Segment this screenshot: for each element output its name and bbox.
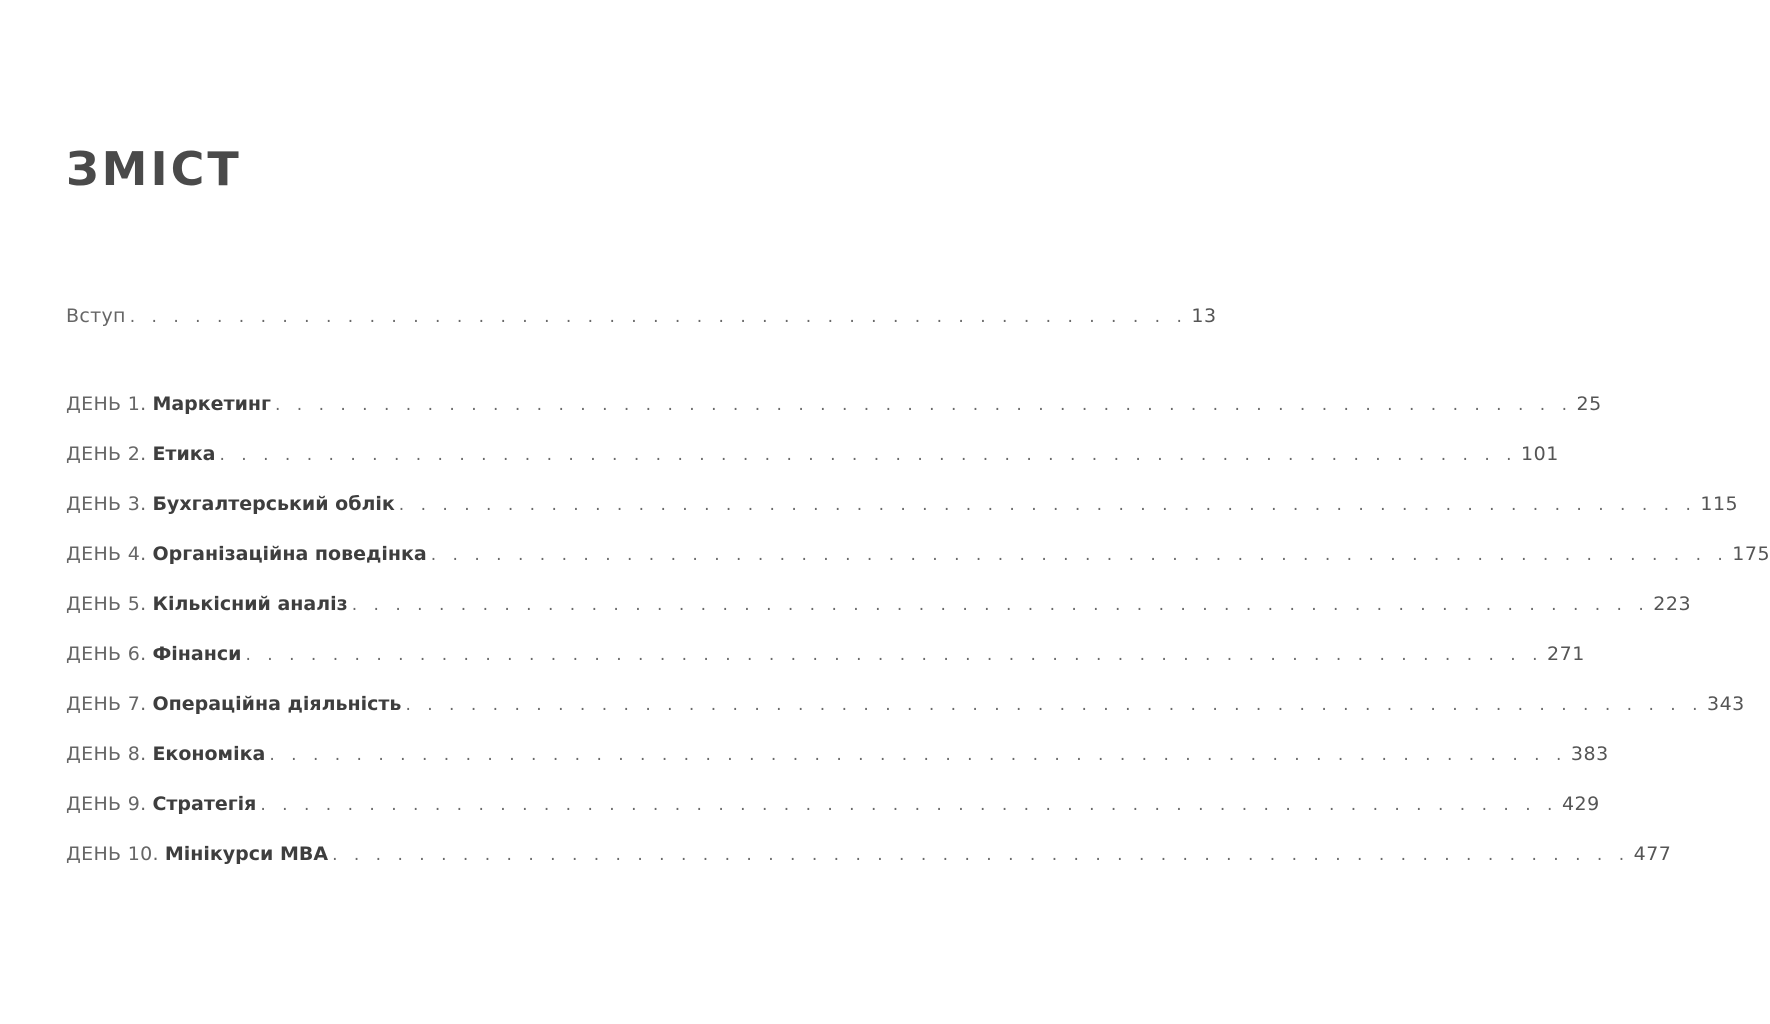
toc-entry-title: Етика bbox=[152, 443, 216, 465]
toc-page-number: 25 bbox=[1576, 393, 1602, 415]
toc-page-number: 223 bbox=[1653, 593, 1692, 615]
leader-dots: . . . . . . . . . . . . . . . . . . . . . . . . . . . . . . . . . . . . . . . . . . . . . . . . . . . . . . . . . . . . bbox=[398, 495, 1697, 515]
toc-entry-day: ДЕНЬ 6. bbox=[66, 643, 147, 665]
toc-entry-title: Організаційна поведінка bbox=[152, 543, 427, 565]
toc-entry-day: ДЕНЬ 5. bbox=[66, 593, 147, 615]
toc-entry-day: ДЕНЬ 1. bbox=[66, 393, 147, 415]
leader-dots: . . . . . . . . . . . . . . . . . . . . . . . . . . . . . . . . . . . . . . . . . . . . . . . . . . . . . . . . . . . . bbox=[430, 545, 1729, 565]
leader-dots: . . . . . . . . . . . . . . . . . . . . . . . . . . . . . . . . . . . . . . . . . . . . . . . . . . . . . . . . . . . . bbox=[269, 745, 1567, 765]
toc-entry[interactable] bbox=[66, 643, 1585, 673]
leader-dots: . . . . . . . . . . . . . . . . . . . . . . . . . . . . . . . . . . . . . . . . . . . . . . . . . bbox=[129, 307, 1188, 327]
toc-page-number: 477 bbox=[1633, 843, 1672, 865]
leader-dots: . . . . . . . . . . . . . . . . . . . . . . . . . . . . . . . . . . . . . . . . . . . . . . . . . . . . . . . . . . . . bbox=[260, 795, 1558, 815]
toc-entry-title: Маркетинг bbox=[152, 393, 271, 415]
toc-entry-title: Фінанси bbox=[152, 643, 242, 665]
toc-entry-title: Бухгалтерський облік bbox=[152, 493, 395, 515]
toc-entry-intro[interactable] bbox=[66, 305, 1217, 335]
toc-entry[interactable] bbox=[66, 593, 1692, 623]
toc-entry[interactable] bbox=[66, 443, 1559, 473]
toc-entry-title: Стратегія bbox=[152, 793, 257, 815]
toc-page-number: 383 bbox=[1570, 743, 1609, 765]
toc-entry[interactable] bbox=[66, 743, 1609, 773]
toc-entry-title: Мінікурси MBA bbox=[164, 843, 329, 865]
toc-entry[interactable] bbox=[66, 843, 1672, 873]
toc-page-number: 115 bbox=[1700, 493, 1739, 515]
leader-dots: . . . . . . . . . . . . . . . . . . . . . . . . . . . . . . . . . . . . . . . . . . . . . . . . . . . . . . . . . . . . bbox=[351, 595, 1650, 615]
toc-entry-day: ДЕНЬ 3. bbox=[66, 493, 147, 515]
toc-page-number: 13 bbox=[1191, 305, 1217, 327]
leader-dots: . . . . . . . . . . . . . . . . . . . . . . . . . . . . . . . . . . . . . . . . . . . . . . . . . . . . . . . . . . . . bbox=[274, 395, 1573, 415]
toc-entry-title: Операційна діяльність bbox=[152, 693, 402, 715]
toc-entry[interactable] bbox=[66, 543, 1770, 573]
toc-entry[interactable] bbox=[66, 393, 1602, 423]
leader-dots: . . . . . . . . . . . . . . . . . . . . . . . . . . . . . . . . . . . . . . . . . . . . . . . . . . . . . . . . . . . . bbox=[245, 645, 1544, 665]
toc-entry-day: ДЕНЬ 10. bbox=[66, 843, 159, 865]
toc-entry-day: ДЕНЬ 4. bbox=[66, 543, 147, 565]
leader-dots: . . . . . . . . . . . . . . . . . . . . . . . . . . . . . . . . . . . . . . . . . . . . . . . . . . . . . . . . . . . . bbox=[332, 845, 1630, 865]
toc-entry-title: Кількісний аналіз bbox=[152, 593, 348, 615]
leader-dots: . . . . . . . . . . . . . . . . . . . . . . . . . . . . . . . . . . . . . . . . . . . . . . . . . . . . . . . . . . . . bbox=[405, 695, 1703, 715]
toc-entry-title: Економіка bbox=[152, 743, 266, 765]
toc-page-number: 175 bbox=[1732, 543, 1770, 565]
toc-entry-day: ДЕНЬ 8. bbox=[66, 743, 147, 765]
leader-dots: . . . . . . . . . . . . . . . . . . . . . . . . . . . . . . . . . . . . . . . . . . . . . . . . . . . . . . . . . . . . bbox=[219, 445, 1518, 465]
toc-entry-day: ДЕНЬ 2. bbox=[66, 443, 147, 465]
toc-page-number: 343 bbox=[1707, 693, 1745, 715]
toc-page-number: 429 bbox=[1561, 793, 1600, 815]
toc-entry-day: ДЕНЬ 9. bbox=[66, 793, 147, 815]
toc-entry[interactable] bbox=[66, 493, 1739, 523]
toc-entry[interactable] bbox=[66, 793, 1600, 823]
toc-entry-day: ДЕНЬ 7. bbox=[66, 693, 147, 715]
toc-page-number: 101 bbox=[1521, 443, 1559, 465]
page-title: ЗМІСТ bbox=[66, 142, 242, 196]
toc-entry[interactable] bbox=[66, 693, 1745, 723]
toc-page-number: 271 bbox=[1547, 643, 1585, 665]
toc-entry-label: Вступ bbox=[66, 305, 126, 327]
